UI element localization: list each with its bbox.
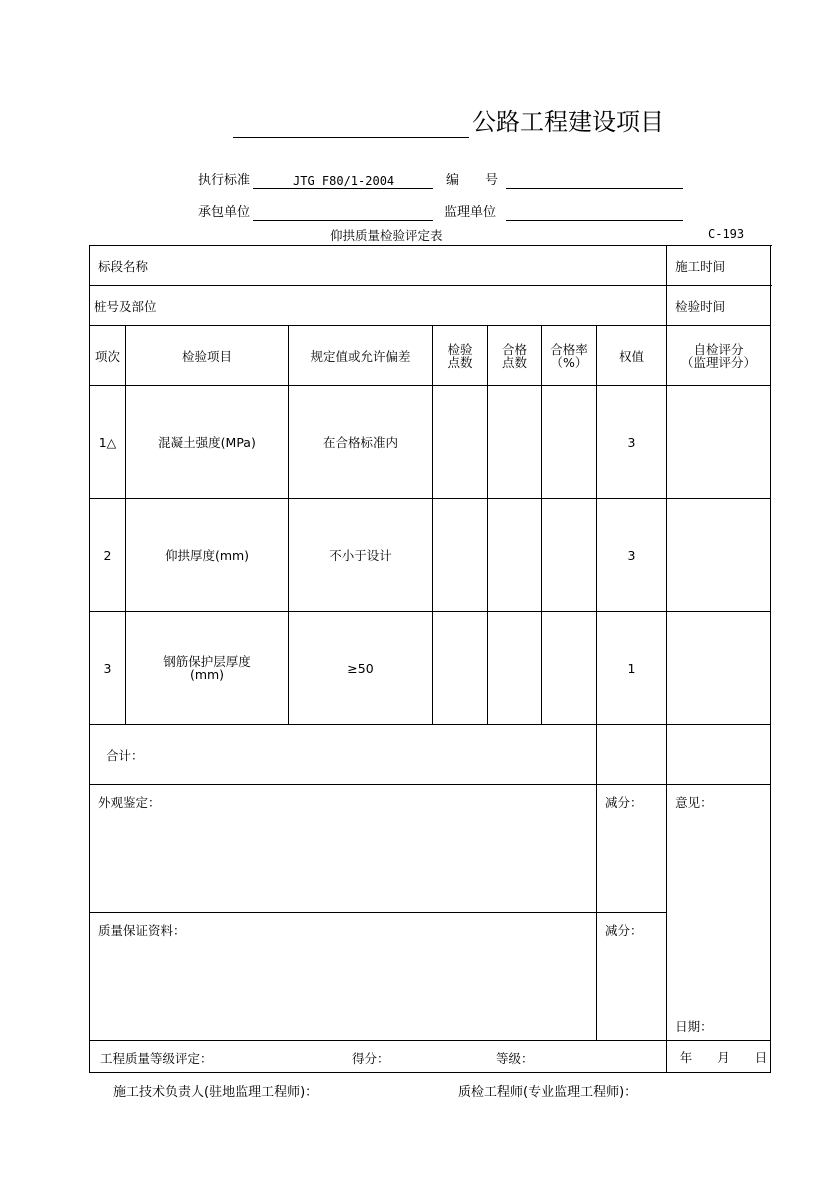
quality-docs-cell[interactable] [90,913,597,1041]
appearance-cell[interactable] [90,785,597,913]
row-pass-rate[interactable] [542,386,597,499]
row-weight: 1 [597,612,667,725]
row-no: 2 [90,499,126,612]
standard-value: JTG F80/1-2004 [293,174,395,188]
deduct-cell-2[interactable] [597,913,667,1041]
header-pass-rate: 合格率 （%） [542,326,597,386]
row-no: 3 [90,612,126,725]
standard-field[interactable] [253,172,433,189]
inspection-time-cell[interactable] [667,286,771,326]
row-qualified-points[interactable] [488,386,542,499]
date-label: 日期： [675,1019,713,1034]
row-check-points[interactable] [433,499,488,612]
total-weight-cell[interactable] [597,725,667,785]
contractor-field[interactable] [253,204,433,221]
table-row [90,612,771,725]
grade-label: 等级： [496,1051,534,1066]
standard-label: 执行标准 [198,173,251,188]
row-check-item: 混凝土强度(MPa) [126,386,289,499]
row-self-score[interactable] [667,386,771,499]
row-qualified-points[interactable] [488,499,542,612]
total-cell [90,725,597,785]
station-cell[interactable] [90,286,667,326]
row-self-score[interactable] [667,612,771,725]
construction-time-cell[interactable] [667,246,771,286]
supervisor-label: 监理单位 [444,205,497,220]
table-row [90,386,771,499]
header-check-item: 检验项目 [126,326,289,386]
number-field[interactable] [506,172,683,189]
project-name-blank [233,137,469,138]
quality-docs-label: 质量保证资料： [98,923,186,938]
footer-right-signature: 质检工程师(专业监理工程师)： [458,1085,638,1100]
section-name-label: 标段名称 [98,258,149,274]
score-label: 得分： [352,1051,390,1066]
deduct-cell-1[interactable] [597,785,667,913]
number-label: 编 号 [446,173,499,188]
header-spec: 规定值或允许偏差 [289,326,433,386]
contractor-label: 承包单位 [198,205,251,220]
station-label: 桩号及部位 [94,298,157,314]
deduct-label: 减分： [605,923,643,938]
date-ymd: 年 月 日 [679,1049,768,1065]
header-check-points: 检验 点数 [433,326,488,386]
footer-left-signature: 施工技术负责人(驻地监理工程师)： [113,1085,319,1100]
row-check-points[interactable] [433,386,488,499]
header-weight: 权值 [597,326,667,386]
row-check-item: 钢筋保护层厚度 (mm) [126,612,289,725]
grade-eval-cell[interactable] [90,1041,667,1073]
row-check-item: 仰拱厚度(mm) [126,499,289,612]
supervisor-field[interactable] [506,204,683,221]
row-spec: ≥50 [289,612,433,725]
row-spec: 不小于设计 [289,499,433,612]
total-label: 合计： [106,747,144,763]
opinion-label: 意见： [675,795,713,810]
inspection-time-label: 检验时间 [675,298,726,314]
section-name-cell[interactable] [90,246,667,286]
row-weight: 3 [597,499,667,612]
date-value-cell[interactable] [667,1041,771,1073]
construction-time-label: 施工时间 [675,258,726,274]
deduct-label: 减分： [605,795,643,810]
table-row [90,499,771,612]
form-name: 仰拱质量检验评定表 [330,228,443,243]
form-code: C-193 [708,227,745,241]
total-score-cell[interactable] [667,725,771,785]
header-item-no: 项次 [90,326,126,386]
row-no: 1△ [90,386,126,499]
row-spec: 在合格标准内 [289,386,433,499]
page-title: 公路工程建设项目 [472,108,664,136]
row-qualified-points[interactable] [488,612,542,725]
row-check-points[interactable] [433,612,488,725]
grade-eval-label: 工程质量等级评定： [100,1051,213,1066]
row-pass-rate[interactable] [542,612,597,725]
row-pass-rate[interactable] [542,499,597,612]
header-self-score: 自检评分 （监理评分） [667,326,771,386]
row-self-score[interactable] [667,499,771,612]
opinion-cell[interactable] [667,785,771,1041]
row-weight: 3 [597,386,667,499]
appearance-label: 外观鉴定： [98,795,161,810]
header-qualified-points: 合格 点数 [488,326,542,386]
inspection-table [89,245,771,1073]
